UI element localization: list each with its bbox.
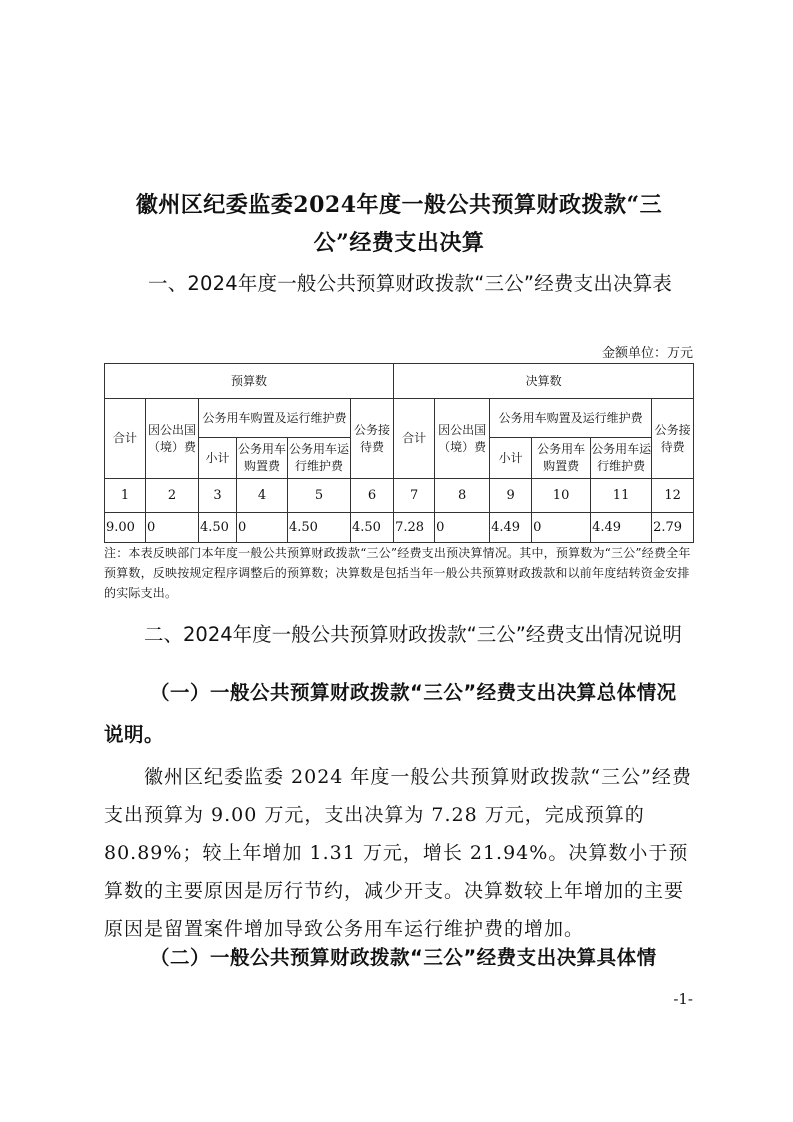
index-cell: 6 — [351, 479, 394, 513]
document-title-line2: 公”经费支出决算 — [313, 230, 485, 256]
section2-heading: 二、2024年度一般公共预算财政拨款“三公”经费支出情况说明 — [144, 623, 682, 646]
budget-reception-header: 公务接待费 — [351, 399, 394, 479]
value-cell: 4.50 — [288, 513, 351, 543]
table-row-index — [105, 479, 694, 513]
budget-group-header: 预算数 — [105, 364, 394, 399]
final-reception-header: 公务接待费 — [652, 399, 694, 479]
unit-label: 金额单位：万元 — [601, 346, 693, 361]
budget-abroad-header: 因公出国（境）费 — [146, 399, 199, 479]
final-vehicle-purchase-header: 公务用车购置费 — [532, 438, 591, 479]
budget-total-header: 合计 — [105, 399, 146, 479]
table-row-values — [105, 513, 694, 543]
index-cell: 2 — [146, 479, 199, 513]
page-number: -1- — [673, 990, 693, 1008]
index-cell: 9 — [490, 479, 532, 513]
final-abroad-header: 因公出国（境）费 — [435, 399, 490, 479]
subsection1-heading: （一）一般公共预算财政拨款“三公”经费支出决算总体情况说明。 — [104, 681, 677, 746]
budget-vehicle-purchase-header: 公务用车购置费 — [237, 438, 288, 479]
index-cell: 1 — [105, 479, 146, 513]
index-cell: 5 — [288, 479, 351, 513]
section1-heading: 一、2024年度一般公共预算财政拨款“三公”经费支出决算表 — [148, 272, 673, 295]
value-cell: 2.79 — [652, 513, 694, 543]
table-note: 注：本表反映部门本年度一般公共预算财政拨款“三公”经费支出预决算情况。其中，预算数为“三公”经费全年预算数，反映按规定程序调整后的预算数；决算数是包括当年一般公共预算财政拨款和以前年度结转资金安排的实际支出。 — [104, 546, 691, 600]
final-group-header: 决算数 — [394, 364, 694, 399]
subsection2-heading: （二）一般公共预算财政拨款“三公”经费支出决算具体情 — [150, 946, 657, 969]
index-cell: 10 — [532, 479, 591, 513]
final-vehicle-group-header: 公务用车购置及运行维护费 — [490, 399, 652, 438]
final-vehicle-operation-header: 公务用车运行维护费 — [591, 438, 652, 479]
document-title-line1: 徽州区纪委监委2024年度一般公共预算财政拨款“三 — [135, 192, 663, 218]
index-cell: 7 — [394, 479, 435, 513]
subsection1-body: 徽州区纪委监委 2024 年度一般公共预算财政拨款“三公”经费支出预算为 9.00 万元，支出决算为 7.28 万元，完成预算的 80.89%；较上年增加 1.31 万元，增长 21.94%。决算数小于预算数的主要原因是厉行节约，减少开支。决算数较上年增加的主要原因是留置案件增加导致公务用车运行维护费的增加。 — [104, 766, 692, 940]
final-subtotal-header: 小计 — [490, 438, 532, 479]
value-cell: 4.49 — [591, 513, 652, 543]
budget-vehicle-group-header: 公务用车购置及运行维护费 — [199, 399, 351, 438]
value-cell: 4.49 — [490, 513, 532, 543]
final-total-header: 合计 — [394, 399, 435, 479]
index-cell: 8 — [435, 479, 490, 513]
three-public-expenses-table — [104, 363, 694, 543]
value-cell: 9.00 — [105, 513, 146, 543]
value-cell: 7.28 — [394, 513, 435, 543]
value-cell: 0 — [237, 513, 288, 543]
index-cell: 12 — [652, 479, 694, 513]
index-cell: 4 — [237, 479, 288, 513]
value-cell: 4.50 — [351, 513, 394, 543]
budget-vehicle-operation-header: 公务用车运行维护费 — [288, 438, 351, 479]
value-cell: 0 — [146, 513, 199, 543]
budget-subtotal-header: 小计 — [199, 438, 237, 479]
value-cell: 4.50 — [199, 513, 237, 543]
value-cell: 0 — [532, 513, 591, 543]
index-cell: 3 — [199, 479, 237, 513]
index-cell: 11 — [591, 479, 652, 513]
value-cell: 0 — [435, 513, 490, 543]
